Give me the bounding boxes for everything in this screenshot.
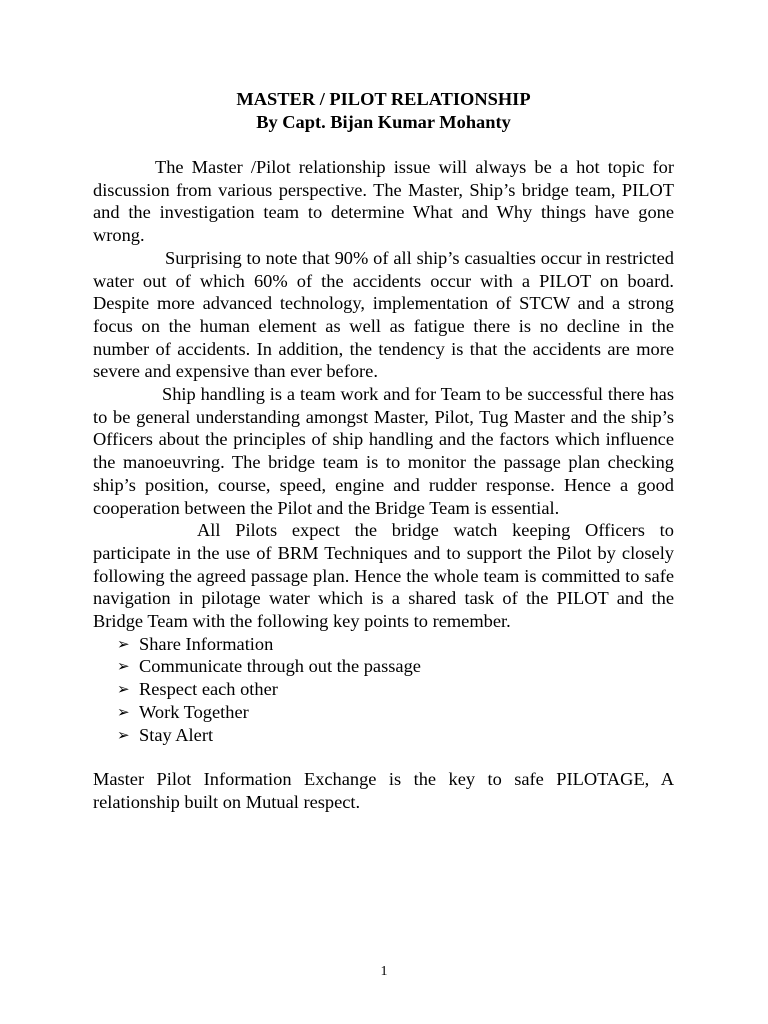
list-item-text: Respect each other (139, 679, 278, 700)
list-item-text: Communicate through out the passage (139, 656, 421, 677)
arrow-bullet-icon: ➢ (117, 680, 130, 699)
list-item (93, 633, 674, 656)
key-points-list (93, 633, 674, 746)
list-item (93, 701, 674, 724)
conclusion-paragraph: Master Pilot Information Exchange is the key to safe PILOTAGE, A relationship built on Mutual respect. (93, 769, 674, 812)
list-item (93, 655, 674, 678)
spacer (93, 746, 674, 768)
list-item-text: Work Together (139, 701, 249, 722)
arrow-bullet-icon: ➢ (117, 725, 130, 744)
document-body (93, 88, 674, 814)
list-item (93, 678, 674, 701)
paragraph-1: The Master /Pilot relationship issue will always be a hot topic for discussion from various perspective. The Master, Ship’s bridge team, PILOT and the investigation team to determine What and Why things have gone wrong. (93, 157, 674, 246)
document-title: MASTER / PILOT RELATIONSHIP (236, 89, 531, 109)
arrow-bullet-icon: ➢ (117, 657, 130, 676)
arrow-bullet-icon: ➢ (117, 634, 130, 653)
paragraph-3: Ship handling is a team work and for Team to be successful there has to be general understanding amongst Master, Pilot, Tug Master and the ship’s Officers about the principles of ship handling and the factors which influence the manoeuvring. The bridge team is to monitor the passage plan checking ship’s position, course, speed, engine and rudder response. Hence a good cooperation between the Pilot and the Bridge Team is essential. (93, 384, 674, 518)
paragraph-4: All Pilots expect the bridge watch keeping Officers to participate in the use of BRM Techniques and to support the Pilot by closely following the agreed passage plan. Hence the whole team is committed to safe navigation in pilotage water which is a shared task of the PILOT and the Bridge Team with the following key points to remember. (93, 520, 674, 632)
list-item-text: Share Information (139, 633, 274, 654)
spacer (93, 134, 674, 156)
list-item-text: Stay Alert (139, 724, 214, 745)
document-byline: By Capt. Bijan Kumar Mohanty (256, 112, 511, 132)
list-item (93, 724, 674, 747)
page-number: 1 (380, 964, 388, 979)
paragraph-2: Surprising to note that 90% of all ship’s casualties occur in restricted water out of which 60% of the accidents occur with a PILOT on board. Despite more advanced technology, implementation of STCW and a strong focus on the human element as well as fatigue there is no decline in the number of accidents. In addition, the tendency is that the accidents are more severe and expensive than ever before. (93, 247, 674, 382)
arrow-bullet-icon: ➢ (117, 702, 130, 721)
